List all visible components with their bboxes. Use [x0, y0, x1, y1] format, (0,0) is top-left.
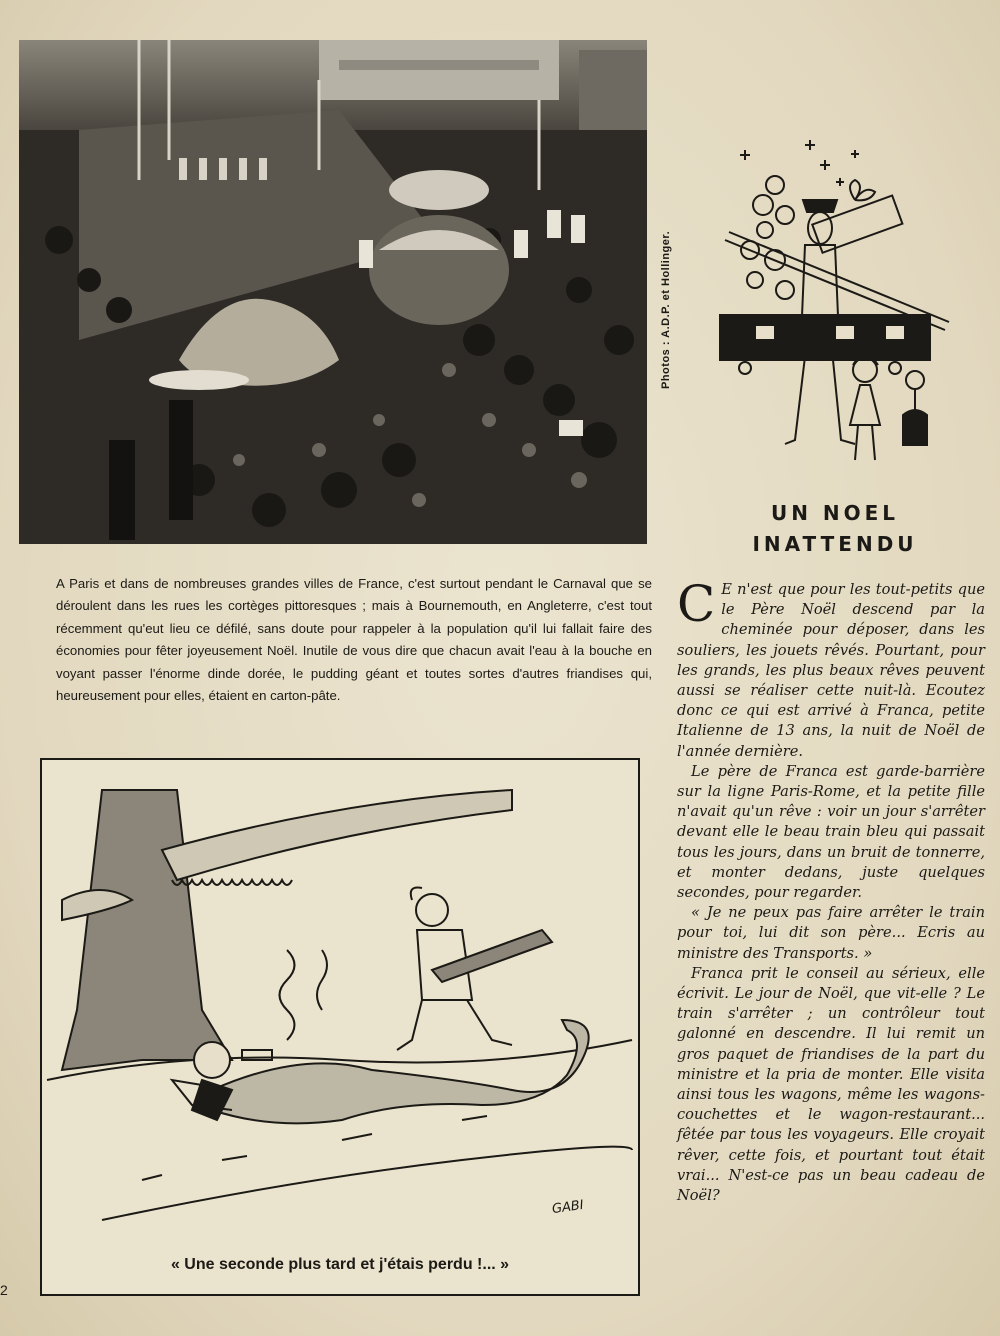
article-paragraph: « Je ne peux pas faire arrêter le train pour toi, lui dit son père... Ecris au ministre des Transports. » [677, 904, 985, 962]
drop-cap: C [677, 575, 716, 633]
article-title-line2: INATTENDU [752, 532, 918, 556]
photo-caption: A Paris et dans de nombreuses grandes villes de France, c'est surtout pendant le Carnaval que se déroulent dans les rues les cortèges pittoresques ; mais à Bournemouth, en Angleterre, c'est tout récemment qu'eut lieu ce défilé, sans doute pour rappeler à la population qu'il lui fallait faire des économies pour fêter joyeusement Noël. Inutile de vous dire que chacun avait l'eau à la bouche en voyant passer l'énorme dinde dorée, le pudding géant et toutes sortes d'autres friandises qui, heureusement pour elles, étaient en carton-pâte. [56, 576, 652, 704]
cartoon-frame [40, 758, 640, 1296]
cartoon-caption: « Une seconde plus tard et j'étais perdu !... » [170, 1256, 510, 1273]
article-paragraph: Franca prit le conseil au sérieux, elle écrivit. Le jour de Noël, que vit-elle ? Le train s'arrêter ; un contrôleur tout galonné en descendre. Il lui remit un gros paquet de friandises de la part du ministre et la pria de monter. Elle visita ainsi tous les wagons, même les wagons-couchettes et le wagon-restaurant... fêtée par tous les voyageurs. Elle croyait rêver, cette fois, et pourtant tout était vrai... N'est-ce pas un beau cadeau de Noël? [677, 964, 985, 1205]
article-title-line1: UN NOEL [770, 501, 900, 525]
article-body [677, 575, 985, 1206]
photo-credit: Photos : A.D.P. et Hollinger. [660, 230, 672, 390]
parade-photo [19, 40, 647, 544]
page-number: 2 [0, 1282, 8, 1298]
article-title [700, 498, 970, 560]
cartoon-signature: GABI [551, 1197, 585, 1218]
article-paragraph [677, 575, 985, 762]
article-paragraph: Le père de Franca est garde-barrière sur la ligne Paris-Rome, et la petite fille n'avait qu'un rêve : voir un jour s'arrêter devant elle le beau train bleu qui passait tous les jours, dans un bruit de tonnerre, et monter dedans, juste quelques secondes, pour regarder. [677, 762, 985, 902]
article-paragraph-text: E n'est que pour les tout-petits que le Père Noël descend par la cheminée pour déposer, dans les souliers, les jouets rêvés. Pourtant, pour les grands, les plus beaux rêves peuvent aussi se réaliser cette nuit-là. Ecoutez donc ce qui est arrivé à Franca, petite Italienne de 13 ans, la nuit de Noël de l'année dernière. [677, 581, 985, 760]
cartoon-drawing [42, 760, 638, 1240]
christmas-illustration [715, 140, 955, 480]
